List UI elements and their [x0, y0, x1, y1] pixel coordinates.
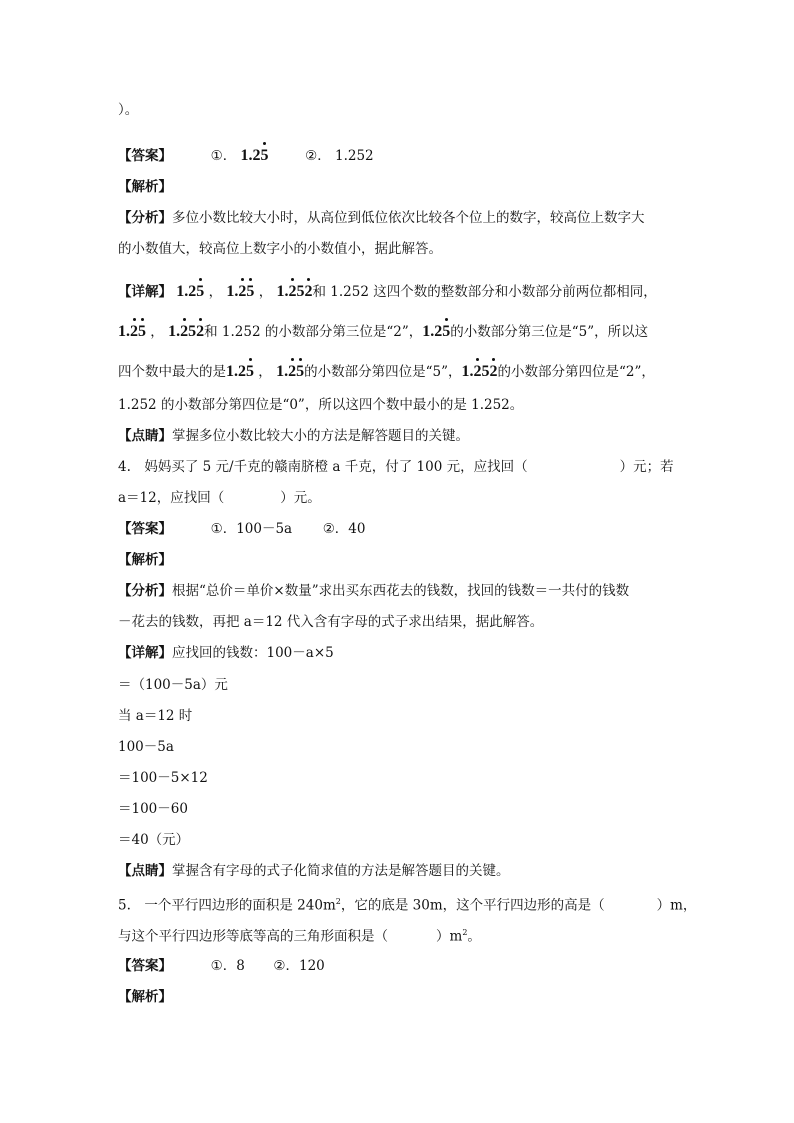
comma: ，	[258, 364, 272, 380]
section-label	[118, 550, 172, 570]
text-line	[118, 706, 192, 726]
text: 应找回的钱数：100－a×5	[172, 645, 334, 661]
text: 1.252 的小数部分第四位是“0”，所以这四个数中最小的是 1.252。	[118, 397, 524, 413]
repeating-digit: 2	[238, 283, 247, 300]
answer-value: ②．120	[273, 958, 325, 974]
text: ）元。	[280, 490, 321, 506]
repeating-decimal	[118, 322, 146, 342]
answer-line	[118, 956, 325, 976]
key-point-tag: 【点睛】	[118, 428, 172, 444]
answer-index: ②．	[305, 148, 331, 164]
repeating-decimal	[226, 362, 254, 382]
text-line	[118, 861, 510, 881]
repeating-digit: 2	[473, 363, 482, 380]
text: 的小数值大，较高位上数字小的小数值小，据此解答。	[118, 241, 442, 257]
comma: ，	[208, 284, 223, 300]
repeating-digit: 5	[260, 147, 269, 164]
answer-value: ①．8	[210, 958, 245, 974]
analysis-tag: 【分析】	[118, 210, 172, 226]
repeating-digit: 2	[489, 363, 498, 380]
decimal-part: 1.2	[176, 283, 197, 300]
superscript: 2	[335, 897, 341, 906]
superscript: 2	[462, 928, 468, 937]
question-line	[118, 488, 321, 508]
text-line	[118, 322, 648, 342]
text-line	[118, 768, 208, 788]
text: 四个数中最大的是	[118, 364, 226, 380]
decimal-part: 1.	[118, 323, 130, 340]
key-point-tag: 【点睛】	[118, 863, 172, 879]
text: ＝（100－5a）元	[118, 677, 228, 693]
decimal-part: 1.	[276, 283, 289, 300]
repeating-decimal	[168, 322, 204, 342]
jiexi-label: 【解析】	[118, 179, 172, 195]
comma: ，	[150, 324, 164, 340]
question-text: 4. 妈妈买了 5 元/千克的赣南脐橙 a 千克，付了 100 元，应找回（	[118, 459, 528, 475]
text-line	[118, 282, 657, 302]
answer-line	[118, 519, 365, 539]
repeating-digit: 5	[138, 323, 146, 340]
question-line	[118, 892, 696, 916]
text-line	[118, 643, 334, 663]
answer-index: ①．	[210, 148, 237, 164]
text-line	[118, 426, 469, 446]
text: 的小数部分第三位是“5”，所以这	[450, 324, 649, 340]
decimal-part: 1.2	[226, 363, 246, 380]
decimal-part: 5	[188, 323, 197, 340]
text: ＝100－5×12	[118, 770, 208, 786]
question-line	[118, 457, 674, 477]
text: ）m，	[656, 897, 697, 914]
text-line	[118, 737, 174, 757]
question-text: a＝12，应找回（	[118, 490, 225, 506]
repeating-digit: 2	[288, 363, 297, 380]
text: ）。	[118, 102, 139, 118]
decimal-part: 5	[296, 283, 305, 300]
repeating-digit: 5	[246, 363, 254, 380]
question-line	[118, 923, 481, 947]
text: 当 a＝12 时	[118, 708, 193, 724]
text-line	[118, 799, 188, 819]
analysis-tag: 【分析】	[118, 583, 172, 599]
repeating-decimal	[241, 146, 269, 166]
answer-value: ②．40	[322, 521, 366, 537]
answer-label: 【答案】	[118, 958, 172, 974]
repeating-decimal	[226, 282, 254, 302]
answer-line	[118, 146, 374, 166]
text-line	[118, 239, 442, 259]
repeating-digit: 2	[180, 323, 189, 340]
text: ＝40（元）	[118, 832, 190, 848]
text: ）m	[436, 928, 463, 945]
text-line	[118, 395, 523, 415]
decimal-part: 5	[481, 363, 490, 380]
decimal-part: 1.	[168, 323, 181, 340]
text: ＝100－60	[118, 801, 188, 817]
text-line	[118, 362, 655, 382]
repeating-digit: 2	[130, 323, 138, 340]
text-line	[118, 208, 645, 228]
answer-label: 【答案】	[118, 148, 172, 164]
repeating-digit: 2	[196, 323, 205, 340]
text-line	[118, 581, 629, 601]
jiexi-label: 【解析】	[118, 989, 172, 1005]
repeating-digit: 2	[304, 283, 313, 300]
answer-label: 【答案】	[118, 521, 172, 537]
repeating-decimal	[422, 322, 450, 342]
repeating-digit: 5	[442, 323, 451, 340]
text: －花去的钱数，再把 a＝12 代入含有字母的式子求出结果，据此解答。	[118, 614, 544, 630]
text: 多位小数比较大小时，从高位到低位依次比较各个位上的数字，较高位上数字大	[172, 210, 645, 226]
decimal-part: 1.2	[240, 147, 261, 164]
answer-value: ①．100－5a	[210, 521, 293, 537]
answer-value: 1.252	[335, 148, 374, 164]
text: 掌握多位小数比较大小的方法是解答题目的关键。	[172, 428, 469, 444]
text-line	[118, 100, 138, 120]
decimal-part: 1.	[461, 363, 474, 380]
text: 的小数部分第四位是“2”，	[497, 364, 655, 380]
question-text: ，它的底是 30m，这个平行四边形的高是（	[340, 897, 605, 914]
decimal-part: 1.	[276, 363, 289, 380]
repeating-decimal	[176, 282, 204, 302]
comma: ，	[258, 284, 273, 300]
detail-tag: 【详解】	[118, 284, 172, 300]
repeating-decimal	[462, 362, 498, 382]
text: 根据“总价＝单价×数量”求出买东西花去的钱数，找回的钱数＝一共付的钱数	[172, 583, 630, 599]
repeating-decimal	[276, 282, 312, 302]
decimal-part: 1.2	[422, 323, 443, 340]
text-line	[118, 830, 189, 850]
text-line	[118, 612, 543, 632]
text: 和 1.252 的小数部分第三位是“2”，	[204, 324, 423, 340]
section-label	[118, 177, 172, 197]
question-text: 与这个平行四边形等底等高的三角形面积是（	[118, 928, 388, 945]
repeating-digit: 5	[196, 283, 205, 300]
text: 掌握含有字母的式子化简求值的方法是解答题目的关键。	[172, 863, 510, 879]
section-label	[118, 987, 172, 1007]
detail-tag: 【详解】	[118, 645, 172, 661]
text-line	[118, 675, 228, 695]
text: 100－5a	[118, 739, 174, 755]
repeating-digit: 5	[246, 283, 255, 300]
jiexi-label: 【解析】	[118, 552, 172, 568]
text: 和 1.252 这四个数的整数部分和小数部分前两位都相同，	[312, 284, 657, 300]
repeating-digit: 5	[296, 363, 305, 380]
question-text: 5. 一个平行四边形的面积是 240m	[118, 897, 336, 914]
repeating-digit: 2	[288, 283, 297, 300]
text: 。	[467, 928, 481, 945]
decimal-part: 1.	[226, 283, 239, 300]
text: 的小数部分第四位是“5”，	[304, 364, 462, 380]
text: ）元；若	[619, 459, 674, 475]
repeating-decimal	[276, 362, 304, 382]
